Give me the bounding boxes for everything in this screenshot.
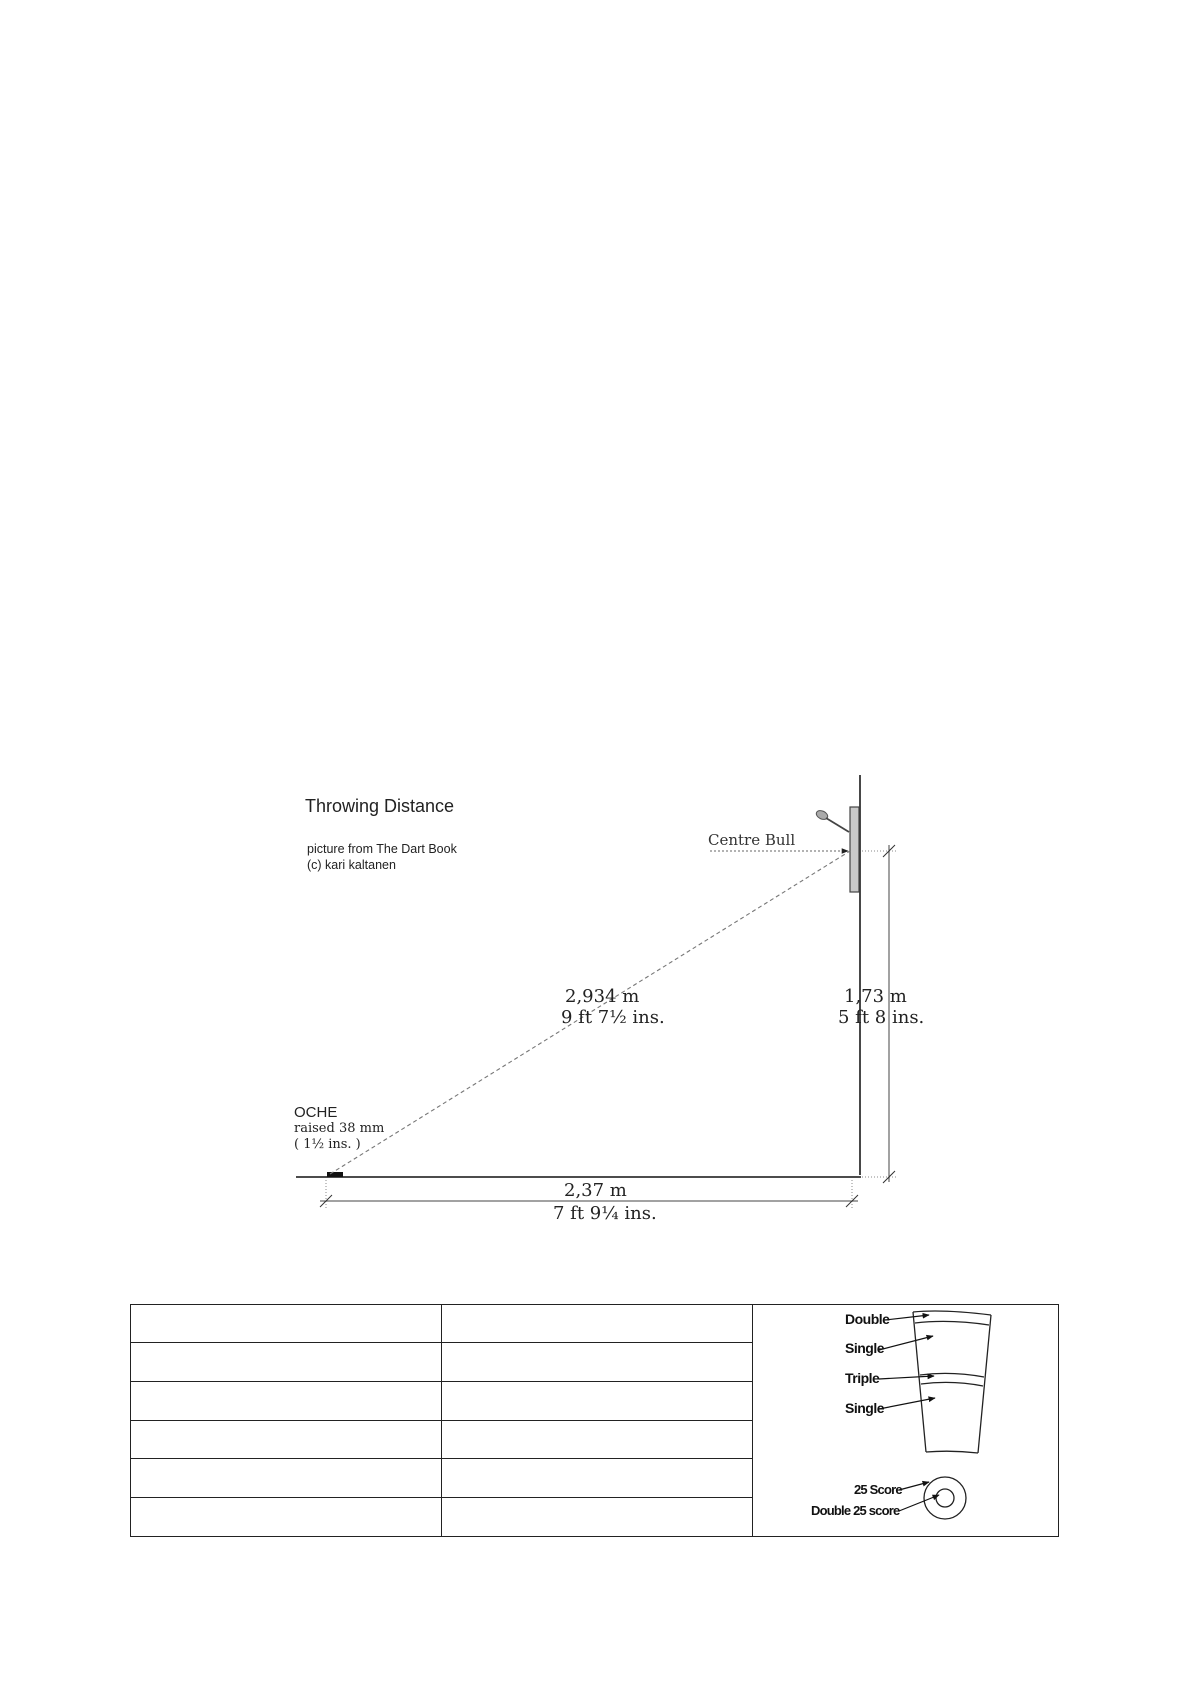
height-imperial-label: 5 ft 8 ins. xyxy=(838,1007,925,1028)
segment-label-triple: Triple xyxy=(845,1370,880,1386)
table-cell xyxy=(131,1498,442,1537)
segment-label-single-outer: Single xyxy=(845,1340,885,1356)
bull-label-25: 25 Score xyxy=(854,1482,902,1497)
segment-label-single-inner: Single xyxy=(845,1400,885,1416)
bull-label-double-25: Double 25 score xyxy=(811,1503,900,1518)
oche-line2: ( 1½ ins. ) xyxy=(294,1137,361,1152)
table-cell xyxy=(442,1305,753,1343)
oche-title: OCHE xyxy=(294,1104,338,1121)
diagram-credit-line1: picture from The Dart Book xyxy=(307,842,457,856)
floor-metric-label: 2,37 m xyxy=(564,1180,627,1201)
segment-label-double: Double xyxy=(845,1311,890,1327)
diagonal-imperial-label: 9 ft 7½ ins. xyxy=(561,1007,665,1028)
diagram-credit-line2: (c) kari kaltanen xyxy=(307,858,396,872)
oche-line1: raised 38 mm xyxy=(294,1121,385,1136)
table-cell xyxy=(442,1498,753,1537)
table-cell xyxy=(442,1420,753,1459)
diagram-title: Throwing Distance xyxy=(305,796,455,816)
table-cell xyxy=(442,1459,753,1498)
oche-mark xyxy=(327,1172,343,1177)
table-cell xyxy=(131,1343,442,1382)
table-row xyxy=(131,1305,1059,1343)
floor-imperial-label: 7 ft 9¼ ins. xyxy=(553,1203,657,1224)
table-cell xyxy=(442,1343,753,1382)
dart-icon xyxy=(815,809,849,832)
table-cell xyxy=(442,1381,753,1420)
dartboard-side-view xyxy=(850,807,859,892)
height-metric-label: 1,73 m xyxy=(844,986,907,1007)
diagonal-metric-label: 2,934 m xyxy=(565,986,640,1007)
table-cell xyxy=(131,1459,442,1498)
centre-bull-label: Centre Bull xyxy=(708,831,796,849)
table-cell xyxy=(131,1420,442,1459)
score-table xyxy=(130,1304,1059,1537)
dartboard-segment xyxy=(913,1311,991,1453)
dartboard-legend xyxy=(753,1305,1059,1532)
table-cell xyxy=(131,1381,442,1420)
dartboard-legend-cell xyxy=(753,1305,1059,1537)
table-cell xyxy=(131,1305,442,1343)
